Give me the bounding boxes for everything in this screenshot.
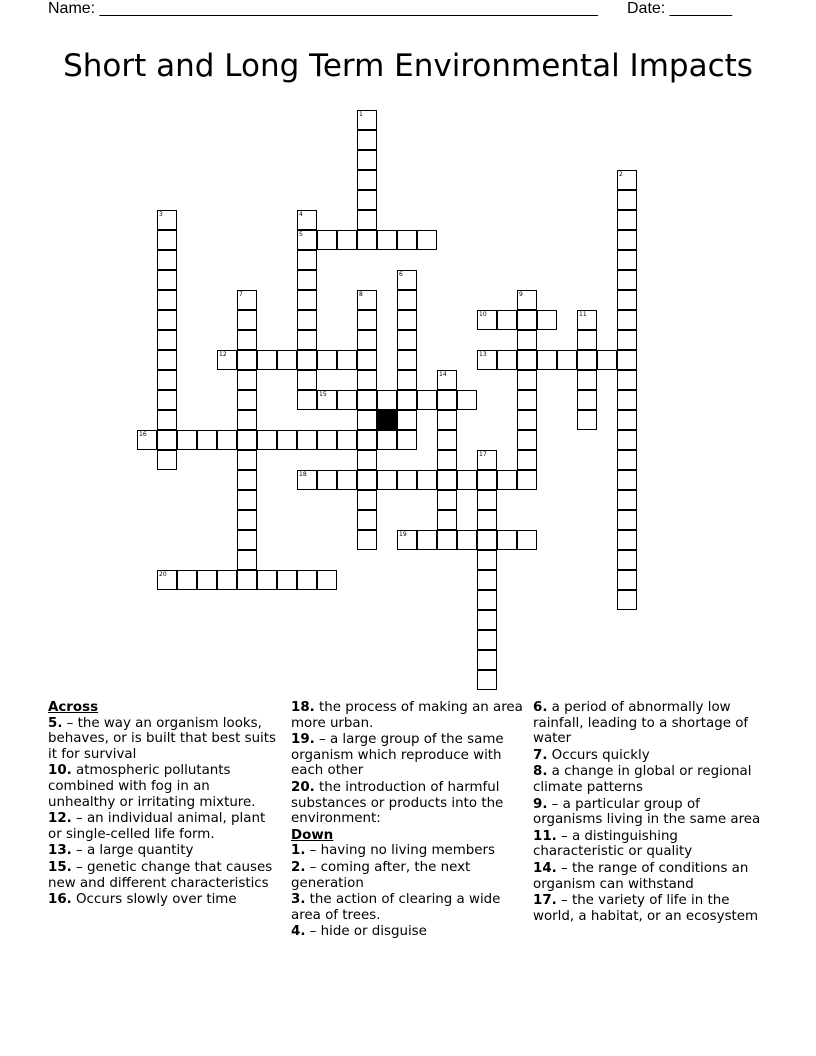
crossword-cell[interactable] (357, 350, 377, 370)
crossword-cell[interactable] (357, 130, 377, 150)
crossword-cell[interactable] (497, 310, 517, 330)
crossword-cell[interactable] (617, 410, 637, 430)
crossword-cell[interactable] (337, 230, 357, 250)
crossword-cell[interactable] (477, 610, 497, 630)
crossword-cell[interactable] (357, 310, 377, 330)
crossword-cell[interactable] (397, 390, 417, 410)
crossword-cell[interactable] (537, 350, 557, 370)
crossword-cell[interactable] (577, 310, 597, 330)
crossword-cell[interactable] (337, 390, 357, 410)
crossword-cell[interactable] (237, 370, 257, 390)
crossword-cell[interactable] (237, 550, 257, 570)
crossword-cell[interactable] (617, 190, 637, 210)
crossword-cell[interactable] (457, 390, 477, 410)
crossword-cell[interactable] (437, 410, 457, 430)
crossword-cell[interactable] (357, 290, 377, 310)
crossword-cell[interactable] (137, 430, 157, 450)
crossword-cell[interactable] (357, 470, 377, 490)
crossword-cell[interactable] (237, 390, 257, 410)
crossword-cell[interactable] (397, 370, 417, 390)
clue-down-8: 8. a change in global or regional climate patterns (533, 764, 752, 795)
crossword-cell[interactable] (377, 390, 397, 410)
crossword-cell[interactable] (477, 450, 497, 470)
crossword-cell[interactable] (517, 430, 537, 450)
crossword-cell[interactable] (617, 210, 637, 230)
crossword-cell[interactable] (377, 430, 397, 450)
clue-down-3: 3. the action of clearing a wide area of trees. (291, 892, 501, 923)
crossword-cell[interactable] (197, 570, 217, 590)
crossword-cell[interactable] (237, 330, 257, 350)
clue-down-14: 14. – the range of conditions an organism can withstand (533, 860, 749, 892)
crossword-cell[interactable] (617, 430, 637, 450)
crossword-cell[interactable] (357, 510, 377, 530)
crossword-cell[interactable] (497, 470, 517, 490)
crossword-cell[interactable] (517, 470, 537, 490)
crossword-cell[interactable] (357, 210, 377, 230)
crossword-cell[interactable] (217, 350, 237, 370)
crossword-cell[interactable] (517, 290, 537, 310)
crossword-cell[interactable] (157, 430, 177, 450)
crossword-cell[interactable] (497, 530, 517, 550)
crossword-cell[interactable] (477, 550, 497, 570)
clue-number: 9 (519, 291, 523, 298)
clue-down-6: 6. a period of abnormally low rainfall, leading to a shortage of water (533, 700, 749, 747)
crossword-cell[interactable] (157, 390, 177, 410)
clue-number: 2 (619, 171, 623, 178)
crossword-cell[interactable] (437, 450, 457, 470)
clue-across-16: 16. Occurs slowly over time (48, 892, 237, 908)
crossword-cell[interactable] (517, 330, 537, 350)
clues-column-3 (533, 700, 765, 925)
crossword-cell[interactable] (317, 390, 337, 410)
crossword-cell[interactable] (157, 450, 177, 470)
crossword-cell[interactable] (297, 390, 317, 410)
crossword-cell[interactable] (397, 310, 417, 330)
crossword-cell[interactable] (617, 250, 637, 270)
down-heading: Down (291, 827, 334, 843)
crossword-cell[interactable] (237, 570, 257, 590)
crossword-cell[interactable] (437, 510, 457, 530)
clue-number: 6 (399, 271, 403, 278)
crossword-cell[interactable] (517, 390, 537, 410)
crossword-cell[interactable] (317, 350, 337, 370)
crossword-cell[interactable] (237, 350, 257, 370)
crossword-cell[interactable] (277, 570, 297, 590)
crossword-cell[interactable] (177, 570, 197, 590)
crossword-cell[interactable] (357, 370, 377, 390)
crossword-cell[interactable] (237, 410, 257, 430)
crossword-cell[interactable] (397, 290, 417, 310)
crossword-cell[interactable] (517, 370, 537, 390)
crossword-cell[interactable] (397, 530, 417, 550)
crossword-cell[interactable] (157, 210, 177, 230)
crossword-cell[interactable] (237, 470, 257, 490)
crossword-cell[interactable] (557, 350, 577, 370)
crossword-cell[interactable] (517, 410, 537, 430)
crossword-cell[interactable] (337, 430, 357, 450)
crossword-cell[interactable] (237, 290, 257, 310)
clue-across-20: 20. the introduction of harmful substances or products into the environment: (291, 779, 504, 827)
clue-number: 16 (139, 431, 147, 438)
crossword-cell[interactable] (597, 350, 617, 370)
crossword-cell[interactable] (157, 410, 177, 430)
crossword-cell[interactable] (477, 670, 497, 690)
clue-across-5: 5. – the way an organism looks, behaves, or is built that best suits it for survival (48, 715, 277, 762)
crossword-cell[interactable] (237, 530, 257, 550)
clue-across-18: 18. the process of making an area more urban. (291, 700, 523, 731)
crossword-cell[interactable] (357, 490, 377, 510)
crossword-cell[interactable] (357, 170, 377, 190)
crossword-cell[interactable] (297, 370, 317, 390)
across-heading: Across (48, 700, 99, 715)
crossword-cell[interactable] (237, 490, 257, 510)
crossword-cell[interactable] (357, 410, 377, 430)
crossword-cell[interactable] (617, 310, 637, 330)
crossword-cell[interactable] (357, 150, 377, 170)
crossword-cell[interactable] (297, 570, 317, 590)
clue-down-9: 9. – a particular group of organisms living in the same area (533, 796, 761, 828)
clue-number: 14 (439, 371, 447, 378)
clue-number: 10 (479, 311, 487, 318)
crossword-cell[interactable] (157, 250, 177, 270)
crossword-cell[interactable] (577, 390, 597, 410)
crossword-cell[interactable] (537, 310, 557, 330)
crossword-cell[interactable] (417, 390, 437, 410)
crossword-cell[interactable] (317, 570, 337, 590)
crossword-cell[interactable] (157, 290, 177, 310)
crossword-cell[interactable] (517, 530, 537, 550)
clue-number: 15 (319, 391, 327, 398)
crossword-cell[interactable] (617, 550, 637, 570)
crossword-cell[interactable] (237, 430, 257, 450)
clues-column-2 (291, 700, 523, 941)
clue-number: 18 (299, 471, 307, 478)
crossword-cell[interactable] (617, 230, 637, 250)
crossword-cell[interactable] (297, 210, 317, 230)
crossword-cell[interactable] (477, 350, 497, 370)
crossword-cell[interactable] (317, 230, 337, 250)
crossword-cell[interactable] (477, 650, 497, 670)
crossword-cell[interactable] (617, 570, 637, 590)
clue-number: 7 (239, 291, 243, 298)
crossword-cell[interactable] (397, 470, 417, 490)
clue-down-1: 1. – having no living members (291, 843, 496, 859)
date-field[interactable]: Date: _______ (627, 0, 732, 17)
crossword-cell[interactable] (297, 270, 317, 290)
crossword-cell[interactable] (517, 350, 537, 370)
crossword-cell[interactable] (377, 470, 397, 490)
crossword-cell[interactable] (417, 530, 437, 550)
crossword-cell[interactable] (157, 310, 177, 330)
crossword-cell[interactable] (477, 530, 497, 550)
crossword-cell[interactable] (357, 230, 377, 250)
crossword-cell[interactable] (157, 270, 177, 290)
crossword-cell[interactable] (617, 390, 637, 410)
crossword-cell[interactable] (197, 430, 217, 450)
crossword-cell[interactable] (577, 410, 597, 430)
crossword-cell[interactable] (297, 290, 317, 310)
crossword-cell[interactable] (437, 490, 457, 510)
crossword-cell[interactable] (617, 330, 637, 350)
clue-number: 20 (159, 571, 167, 578)
crossword-cell[interactable] (457, 470, 477, 490)
crossword-cell[interactable] (437, 370, 457, 390)
crossword-cell[interactable] (257, 430, 277, 450)
crossword-cell[interactable] (577, 330, 597, 350)
clue-across-15: 15. – genetic change that causes new and different characteristics (48, 859, 273, 891)
crossword-cell[interactable] (157, 330, 177, 350)
crossword-cell[interactable] (577, 350, 597, 370)
crossword-cell[interactable] (397, 410, 417, 430)
crossword-cell[interactable] (257, 570, 277, 590)
crossword-cell[interactable] (357, 530, 377, 550)
clue-number: 4 (299, 211, 303, 218)
crossword-cell[interactable] (177, 430, 197, 450)
crossword-cell[interactable] (497, 350, 517, 370)
crossword-cell[interactable] (157, 230, 177, 250)
crossword-cell[interactable] (357, 190, 377, 210)
clues-column-1 (48, 700, 280, 909)
crossword-cell[interactable] (297, 350, 317, 370)
crossword-cell[interactable] (217, 430, 237, 450)
crossword-cell[interactable] (437, 390, 457, 410)
crossword-cell[interactable] (397, 270, 417, 290)
crossword-cell[interactable] (477, 310, 497, 330)
black-square (377, 410, 397, 430)
crossword-cell[interactable] (317, 430, 337, 450)
name-field[interactable]: Name: ________________________________________________________ (48, 0, 598, 17)
clue-number: 1 (359, 111, 363, 118)
crossword-cell[interactable] (477, 510, 497, 530)
clue-down-17: 17. – the variety of life in the world, a habitat, or an ecosystem (533, 893, 759, 924)
clue-across-19: 19. – a large group of the same organism which reproduce with each other (291, 732, 504, 779)
clue-number: 5 (299, 231, 303, 238)
crossword-cell[interactable] (617, 290, 637, 310)
crossword-cell[interactable] (237, 510, 257, 530)
crossword-cell[interactable] (477, 630, 497, 650)
crossword-cell[interactable] (357, 430, 377, 450)
crossword-cell[interactable] (297, 230, 317, 250)
clue-down-11: 11. – a distinguishing characteristic or quality (533, 828, 693, 860)
crossword-cell[interactable] (277, 350, 297, 370)
crossword-cell[interactable] (357, 450, 377, 470)
crossword-cell[interactable] (397, 330, 417, 350)
clue-number: 11 (579, 311, 587, 318)
clue-number: 3 (159, 211, 163, 218)
crossword-cell[interactable] (237, 450, 257, 470)
crossword-cell[interactable] (617, 370, 637, 390)
crossword-cell[interactable] (617, 170, 637, 190)
crossword-cell[interactable] (297, 250, 317, 270)
clue-number: 17 (479, 451, 487, 458)
crossword-cell[interactable] (357, 390, 377, 410)
crossword-cell[interactable] (237, 310, 257, 330)
crossword-cell[interactable] (477, 570, 497, 590)
crossword-cell[interactable] (517, 450, 537, 470)
crossword-cell[interactable] (617, 490, 637, 510)
clue-number: 12 (219, 351, 227, 358)
crossword-cell[interactable] (297, 330, 317, 350)
crossword-cell[interactable] (157, 570, 177, 590)
crossword-cell[interactable] (617, 510, 637, 530)
crossword-cell[interactable] (437, 470, 457, 490)
crossword-cell[interactable] (277, 430, 297, 450)
clue-number: 8 (359, 291, 363, 298)
crossword-cell[interactable] (397, 430, 417, 450)
crossword-cell[interactable] (617, 590, 637, 610)
crossword-cell[interactable] (257, 350, 277, 370)
crossword-cell[interactable] (617, 270, 637, 290)
clue-down-7: 7. Occurs quickly (533, 747, 650, 763)
crossword-cell[interactable] (417, 230, 437, 250)
crossword-cell[interactable] (357, 110, 377, 130)
crossword-cell[interactable] (297, 430, 317, 450)
crossword-cell[interactable] (417, 470, 437, 490)
crossword-cell[interactable] (617, 350, 637, 370)
crossword-cell[interactable] (337, 470, 357, 490)
clue-number: 19 (399, 531, 407, 538)
clue-number: 13 (479, 351, 487, 358)
crossword-cell[interactable] (477, 590, 497, 610)
page-title: Short and Long Term Environmental Impacts (63, 48, 753, 84)
crossword-cell[interactable] (617, 470, 637, 490)
crossword-cell[interactable] (157, 370, 177, 390)
crossword-cell[interactable] (517, 310, 537, 330)
clue-across-10: 10. atmospheric pollutants combined with fog in an unhealthy or irritating mixture. (48, 763, 256, 810)
crossword-cell[interactable] (377, 230, 397, 250)
crossword-cell[interactable] (437, 430, 457, 450)
clue-across-12: 12. – an individual animal, plant or single-celled life form. (48, 811, 266, 842)
crossword-cell[interactable] (457, 530, 477, 550)
crossword-cell[interactable] (217, 570, 237, 590)
clue-down-4: 4. – hide or disguise (291, 924, 427, 940)
crossword-cell[interactable] (577, 370, 597, 390)
crossword-cell[interactable] (617, 450, 637, 470)
crossword-cell[interactable] (337, 350, 357, 370)
crossword-cell[interactable] (297, 310, 317, 330)
crossword-cell[interactable] (437, 530, 457, 550)
crossword-cell[interactable] (157, 350, 177, 370)
crossword-cell[interactable] (397, 230, 417, 250)
crossword-cell[interactable] (357, 330, 377, 350)
clue-down-2: 2. – coming after, the next generation (291, 859, 471, 891)
clue-across-13: 13. – a large quantity (48, 843, 194, 859)
crossword-cell[interactable] (617, 530, 637, 550)
crossword-cell[interactable] (297, 470, 317, 490)
crossword-cell[interactable] (397, 350, 417, 370)
crossword-cell[interactable] (317, 470, 337, 490)
crossword-cell[interactable] (477, 490, 497, 510)
crossword-cell[interactable] (477, 470, 497, 490)
